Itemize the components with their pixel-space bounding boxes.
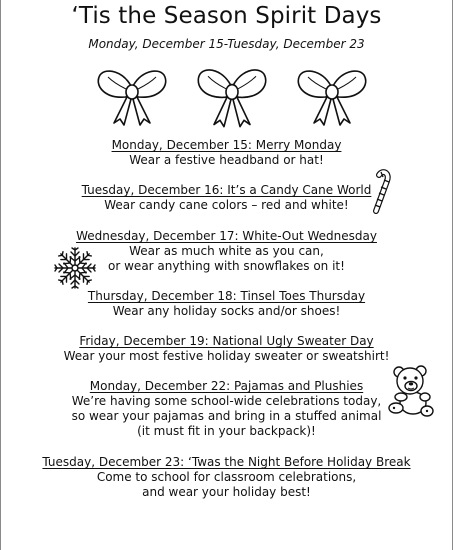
event-item [1,379,452,439]
page-subtitle: Monday, December 15-Tuesday, December 23 [88,37,365,51]
event-description: (it must fit in your backpack)! [137,424,316,438]
event-description: Wear as much white as you can, [129,244,324,258]
event-heading: Wednesday, December 17: White-Out Wednesday [76,229,377,243]
event-heading: Thursday, December 18: Tinsel Toes Thursday [87,289,366,303]
event-heading: Monday, December 22: Pajamas and Plushies [89,379,364,393]
candy-cane-icon [371,167,399,215]
event-description: Wear your most festive holiday sweater or sweatshirt! [63,349,390,363]
event-heading: Tuesday, December 23: ‘Twas the Night Before Holiday Break [42,455,411,469]
event-description: Come to school for classroom celebrations, [96,470,357,484]
event-heading: Friday, December 19: National Ugly Sweater Day [79,334,374,348]
event-description: or wear anything with snowflakes on it! [108,259,345,273]
bow-icon [98,71,165,125]
event-description: and wear your holiday best! [142,485,311,499]
teddy-bear-icon [387,364,435,420]
event-item [1,289,452,319]
event-heading: Monday, December 15: Merry Monday [111,138,342,152]
event-description: so wear your pajamas and bring in a stuffed animal [71,409,382,423]
page-title: ‘Tis the Season Spirit Days [71,3,382,29]
bows-decoration [97,60,367,130]
event-description: Wear any holiday socks and/or shoes! [112,304,341,318]
bow-icon [298,71,365,125]
bow-icon [198,70,265,127]
event-item [1,334,452,364]
event-item [1,138,452,168]
event-description: We’re having some school-wide celebrations today, [71,394,382,408]
event-heading: Tuesday, December 16: It’s a Candy Cane World [81,183,372,197]
snowflake-icon [52,245,98,291]
event-item [1,455,452,500]
event-description: Wear candy cane colors – red and white! [104,198,349,212]
event-description: Wear a festive headband or hat! [129,153,324,167]
